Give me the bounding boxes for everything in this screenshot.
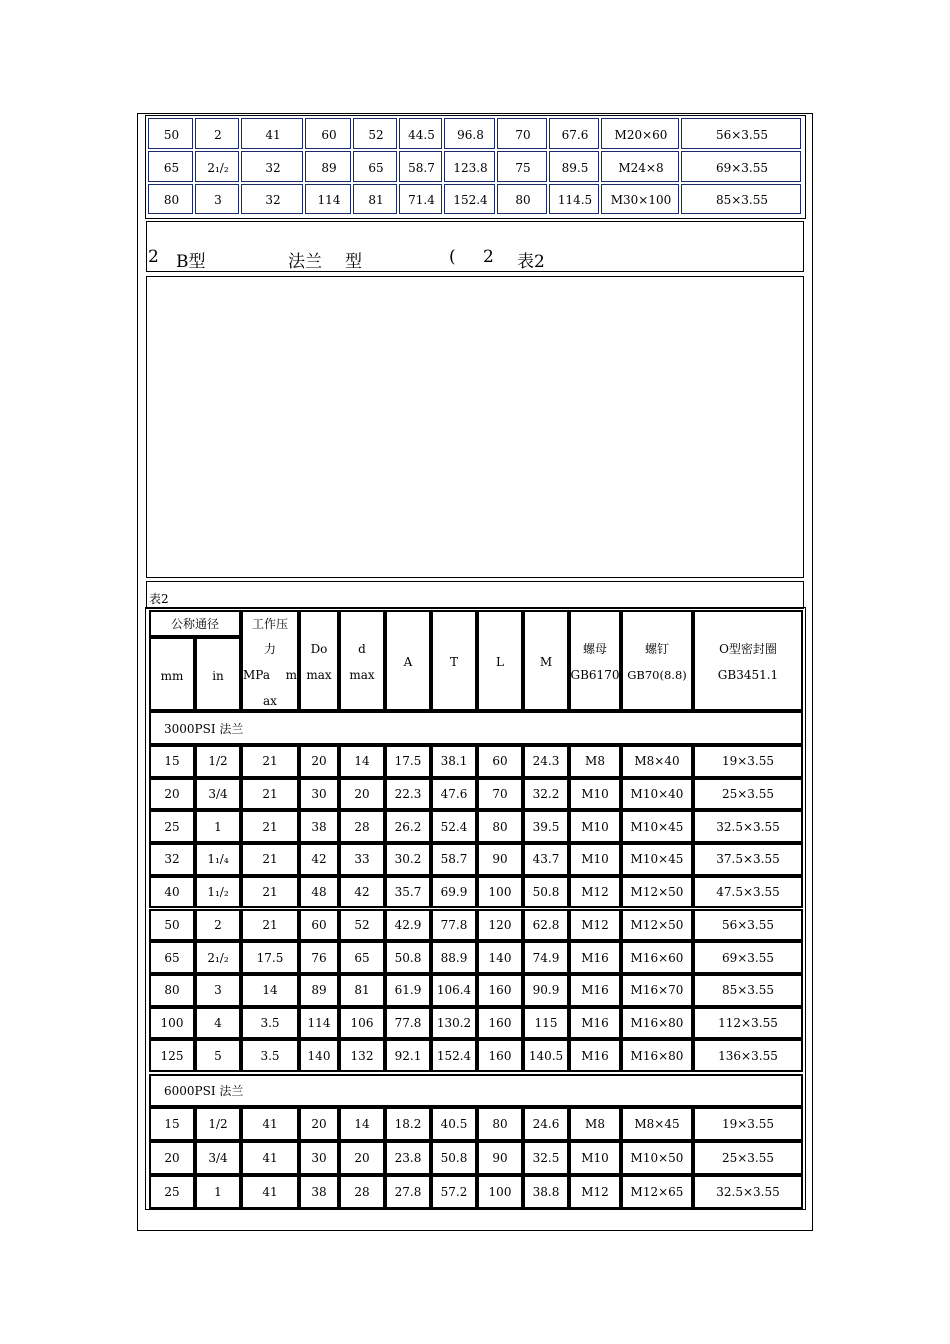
table-cell-text: M16: [581, 1015, 609, 1030]
table-cell-text: 120: [488, 917, 512, 932]
section-title-part: 2: [483, 247, 494, 267]
table-cell-text: M10×45: [630, 852, 684, 867]
table-cell-text: 3.5: [260, 1048, 280, 1063]
table-cell-text: M16: [581, 1048, 609, 1063]
table-cell-text: 52: [368, 127, 384, 142]
table-cell-text: 65: [163, 160, 180, 175]
table-cell-text: 89: [321, 160, 337, 175]
table-cell-text: 30: [311, 787, 327, 802]
table-cell-text: M8×40: [634, 754, 680, 769]
table-cell-text: M12: [581, 917, 609, 932]
table-cell-text: 56×3.55: [721, 917, 775, 932]
table-cell-text: M30×100: [610, 193, 672, 207]
table-cell-text: M16: [581, 950, 609, 965]
table-cell-text: 33: [354, 852, 370, 867]
table-cell-text: 3: [214, 983, 222, 998]
table-cell-text: 24.6: [532, 1117, 560, 1131]
header-d: d: [358, 642, 366, 656]
table-cell-text: 5: [214, 1048, 222, 1063]
table-cell-text: 2₁/₂: [207, 950, 229, 965]
table-cell-text: 123.8: [453, 160, 488, 175]
table-cell-text: 1₁/₂: [207, 885, 229, 900]
table-cell-text: 100: [160, 1015, 184, 1030]
table-cell-text: 37.5×3.55: [716, 852, 780, 867]
table-cell-text: 38.1: [440, 754, 468, 769]
table-cell-text: 89.5: [561, 160, 589, 175]
table-cell-text: 100: [488, 885, 512, 900]
figure-placeholder: [146, 276, 804, 578]
table-cell-text: 20: [354, 1151, 370, 1165]
table-cell-text: 2₁/₂: [207, 160, 229, 175]
table-cell-text: 40: [164, 885, 180, 900]
table-cell-text: M10: [581, 787, 609, 802]
table-cell-text: 38: [311, 819, 327, 834]
header-mm: mm: [160, 669, 184, 683]
table-cell-text: 125: [160, 1048, 184, 1063]
table-cell-text: 69×3.55: [715, 160, 769, 175]
table-cell-text: 90: [492, 1151, 508, 1165]
table-cell-text: 50: [163, 127, 180, 142]
table-cell-text: 38: [311, 1185, 327, 1199]
table-cell-text: 80: [515, 193, 531, 207]
table-cell-text: M8×45: [634, 1117, 680, 1131]
table-cell-text: 47.5×3.55: [716, 885, 780, 900]
table-cell-text: 152.4: [436, 1048, 472, 1063]
table-cell-text: 39.5: [532, 819, 560, 834]
table-cell-text: 43.7: [532, 852, 560, 867]
table-cell-text: 21: [262, 885, 278, 900]
header-in: in: [212, 669, 224, 683]
header-pressure-unit: MPa: [243, 668, 270, 682]
table-cell-text: 25: [164, 1185, 180, 1199]
section-title-part: 法兰: [288, 252, 322, 272]
table-cell-text: 1/2: [208, 1117, 228, 1131]
table-cell-text: M16×60: [630, 950, 684, 965]
table-cell-text: 41: [262, 1185, 278, 1199]
table-cell-text: M10×50: [630, 1151, 684, 1165]
header-nut: GB6170: [570, 668, 620, 682]
table-cell-text: 32.5: [532, 1151, 560, 1165]
table-cell-text: 32: [265, 160, 281, 175]
table-cell-text: 15: [164, 1117, 180, 1131]
table-cell-text: 20: [311, 1117, 327, 1131]
section-title-part: B型: [176, 252, 206, 272]
table-cell-text: 32.2: [532, 787, 560, 802]
table-cell-text: 41: [262, 1117, 278, 1131]
table-1-border: [145, 115, 806, 219]
table-cell-text: 14: [262, 983, 278, 998]
table-cell-text: 74.9: [532, 950, 560, 965]
header-do: max: [306, 668, 332, 682]
table-cell-text: 85×3.55: [721, 983, 775, 998]
table-cell-text: 106: [350, 1015, 374, 1030]
table-cell-text: 24.3: [532, 754, 560, 769]
table-cell-text: 27.8: [394, 1185, 422, 1199]
group-label: 3000PSI 法兰: [164, 721, 244, 736]
table-cell-text: 32: [265, 193, 281, 207]
table-2-label-box: [146, 581, 804, 609]
table-cell-text: 56×3.55: [715, 127, 769, 142]
table-cell-text: 3/4: [208, 1151, 228, 1165]
table-cell-text: 96.8: [457, 127, 484, 142]
table-cell-text: M10: [581, 1151, 609, 1165]
table-cell-text: 77.8: [440, 917, 468, 932]
table-cell-text: 41: [265, 127, 281, 142]
table-cell-text: M12×50: [630, 885, 684, 900]
table-cell-text: M16×70: [630, 983, 684, 998]
table-cell-text: 90.9: [532, 983, 560, 998]
table-cell-text: 115: [534, 1015, 558, 1030]
table-2-border: [145, 607, 806, 1210]
table-cell-text: 44.5: [408, 127, 435, 142]
table-cell-text: 17.5: [256, 950, 284, 965]
table-cell-text: 65: [354, 950, 370, 965]
header-oring: GB3451.1: [717, 668, 779, 682]
table-cell-text: M12: [581, 1185, 609, 1199]
table-cell-text: M10×40: [630, 787, 684, 802]
header-nut: 螺母: [582, 642, 607, 656]
table-cell-text: 80: [492, 1117, 508, 1131]
table-cell-text: 160: [488, 983, 512, 998]
table-cell-text: 114: [317, 193, 341, 207]
table-cell-text: 80: [164, 983, 180, 998]
table-cell-text: 69×3.55: [721, 950, 775, 965]
table-cell-text: 50.8: [394, 950, 422, 965]
table-2-label: 表2: [149, 592, 169, 606]
table-cell-text: 92.1: [394, 1048, 422, 1063]
table-cell-text: 106.4: [436, 983, 472, 998]
table-cell-text: 21: [262, 917, 278, 932]
table-cell-text: 25: [164, 819, 180, 834]
table-cell-text: 60: [311, 917, 327, 932]
table-cell-text: 50.8: [532, 885, 560, 900]
header-pressure: ax: [263, 694, 277, 708]
section-title: [146, 221, 804, 272]
header-oring: O型密封圈: [719, 642, 777, 656]
table-cell-text: 28: [354, 1185, 370, 1199]
table-cell-text: 32: [164, 852, 180, 867]
table-cell-text: 114.5: [557, 193, 593, 207]
table-cell-text: 30: [311, 1151, 327, 1165]
table-cell-text: 20: [354, 787, 370, 802]
table-cell-text: 152.4: [453, 193, 488, 207]
table-cell-text: M8: [585, 1117, 605, 1131]
table-cell-text: 48: [311, 885, 327, 900]
table-cell-text: 14: [354, 754, 370, 769]
table-cell-text: 38.8: [532, 1185, 560, 1199]
header-pressure: 力: [263, 642, 276, 656]
table-cell-text: 35.7: [394, 885, 422, 900]
table-cell-text: M16: [581, 983, 609, 998]
table-cell-text: 30.2: [394, 852, 422, 867]
table-cell-text: 1: [214, 1185, 222, 1199]
table-cell-text: 65: [368, 160, 384, 175]
table-cell-text: 40.5: [440, 1117, 468, 1131]
table-cell-text: 18.2: [394, 1117, 422, 1131]
table-cell-text: 32.5×3.55: [716, 1185, 780, 1199]
table-cell-text: 52: [354, 917, 370, 932]
table-cell-text: 21: [262, 787, 278, 802]
table-cell-text: 160: [488, 1015, 512, 1030]
table-cell-text: 112×3.55: [718, 1015, 778, 1030]
table-cell-text: 160: [488, 1048, 512, 1063]
table-cell-text: 50.8: [440, 1151, 468, 1165]
table-cell-text: 65: [164, 950, 180, 965]
table-cell-text: 21: [262, 852, 278, 867]
header-l: L: [496, 655, 504, 669]
table-cell-text: 14: [354, 1117, 370, 1131]
header-m: M: [539, 655, 553, 669]
header-pressure-unit: m: [285, 668, 297, 682]
table-cell-text: 130.2: [436, 1015, 472, 1030]
table-cell-text: 19×3.55: [721, 1117, 775, 1131]
header-nominal: 公称通径: [170, 617, 219, 631]
table-cell-text: 88.9: [440, 950, 468, 965]
table-cell-text: 19×3.55: [721, 754, 775, 769]
header-d: max: [349, 668, 375, 682]
table-cell-text: 71.4: [408, 193, 435, 207]
table-cell-text: 60: [321, 127, 337, 142]
table-cell-text: 140: [488, 950, 512, 965]
table-cell-text: 132: [350, 1048, 374, 1063]
table-cell-text: M12×65: [630, 1185, 684, 1199]
table-cell-text: 62.8: [532, 917, 560, 932]
table-cell-text: 50: [164, 917, 180, 932]
table-cell-text: 77.8: [394, 1015, 422, 1030]
table-cell-text: 81: [354, 983, 370, 998]
table-cell-text: 2: [214, 127, 222, 142]
table-cell-text: 1: [214, 819, 222, 834]
table-cell-text: M16×80: [630, 1048, 684, 1063]
table-cell-text: 28: [354, 819, 370, 834]
header-pressure: 工作压: [251, 617, 288, 631]
table-cell-text: 20: [164, 1151, 180, 1165]
table-cell-text: M10×45: [630, 819, 684, 834]
table-cell-text: 80: [492, 819, 508, 834]
table-cell-text: 3/4: [208, 787, 228, 802]
table-cell-text: 89: [311, 983, 327, 998]
table-cell-text: 20: [164, 787, 180, 802]
section-title-part: 型: [345, 252, 362, 272]
table-cell-text: 2: [214, 917, 222, 932]
header-screw: GB70(8.8): [627, 668, 687, 682]
table-cell-text: 85×3.55: [715, 193, 769, 207]
header-t: T: [449, 655, 458, 669]
table-cell-text: 22.3: [394, 787, 422, 802]
table-cell-text: 42.9: [394, 917, 422, 932]
table-cell-text: 140: [307, 1048, 331, 1063]
table-cell-text: 47.6: [440, 787, 468, 802]
table-cell-text: 21: [262, 819, 278, 834]
table-cell-text: 90: [492, 852, 508, 867]
table-cell-text: 23.8: [394, 1151, 422, 1165]
table-cell-text: 17.5: [394, 754, 422, 769]
table-cell-text: 25×3.55: [721, 787, 775, 802]
table-cell-text: 100: [488, 1185, 512, 1199]
table-cell-text: 20: [311, 754, 327, 769]
header-do: Do: [310, 642, 328, 656]
table-cell-text: 81: [368, 193, 384, 207]
table-cell-text: 3: [214, 193, 222, 207]
table-cell-text: 58.7: [408, 160, 435, 175]
table-cell-text: 26.2: [394, 819, 422, 834]
table-cell-text: 70: [492, 787, 508, 802]
table-cell-text: 140.5: [528, 1048, 564, 1063]
table-cell-text: 42: [354, 885, 370, 900]
table-cell-text: 61.9: [394, 983, 422, 998]
table-cell-text: 21: [262, 754, 278, 769]
table-cell-text: 75: [515, 160, 531, 175]
table-cell-text: 114: [307, 1015, 331, 1030]
table-cell-text: 69.9: [440, 885, 468, 900]
table-cell-text: 3.5: [260, 1015, 280, 1030]
table-cell-text: 80: [163, 193, 180, 207]
table-cell-text: 57.2: [440, 1185, 468, 1199]
header-screw: 螺钉: [644, 642, 669, 656]
table-cell-text: 42: [311, 852, 327, 867]
table-cell-text: 1₁/₄: [207, 852, 229, 867]
section-title-part: (: [449, 247, 456, 267]
table-cell-text: 41: [262, 1151, 278, 1165]
table-cell-text: 76: [311, 950, 327, 965]
section-title-part: 表2: [517, 252, 545, 272]
table-cell-text: 52.4: [440, 819, 468, 834]
table-cell-text: 58.7: [440, 852, 468, 867]
table-cell-text: M16×80: [630, 1015, 684, 1030]
header-a: A: [403, 655, 413, 669]
table-cell-text: M12: [581, 885, 609, 900]
table-cell-text: 1/2: [208, 754, 228, 769]
table-cell-text: M20×60: [614, 127, 668, 142]
table-cell-text: M10: [581, 852, 609, 867]
table-cell-text: 67.6: [561, 127, 589, 142]
table-cell-text: 25×3.55: [721, 1151, 775, 1165]
table-cell-text: M12×50: [630, 917, 684, 932]
table-cell-text: 15: [164, 754, 180, 769]
table-cell-text: 32.5×3.55: [716, 819, 780, 834]
section-title-part: 2: [148, 247, 159, 267]
group-label: 6000PSI 法兰: [164, 1084, 244, 1098]
table-cell-text: 4: [214, 1015, 222, 1030]
table-cell-text: 60: [492, 754, 508, 769]
table-cell-text: 136×3.55: [718, 1048, 778, 1063]
table-cell-text: M24×8: [618, 160, 664, 175]
table-cell-text: 70: [515, 127, 531, 142]
table-cell-text: M8: [585, 754, 605, 769]
table-cell-text: M10: [581, 819, 609, 834]
